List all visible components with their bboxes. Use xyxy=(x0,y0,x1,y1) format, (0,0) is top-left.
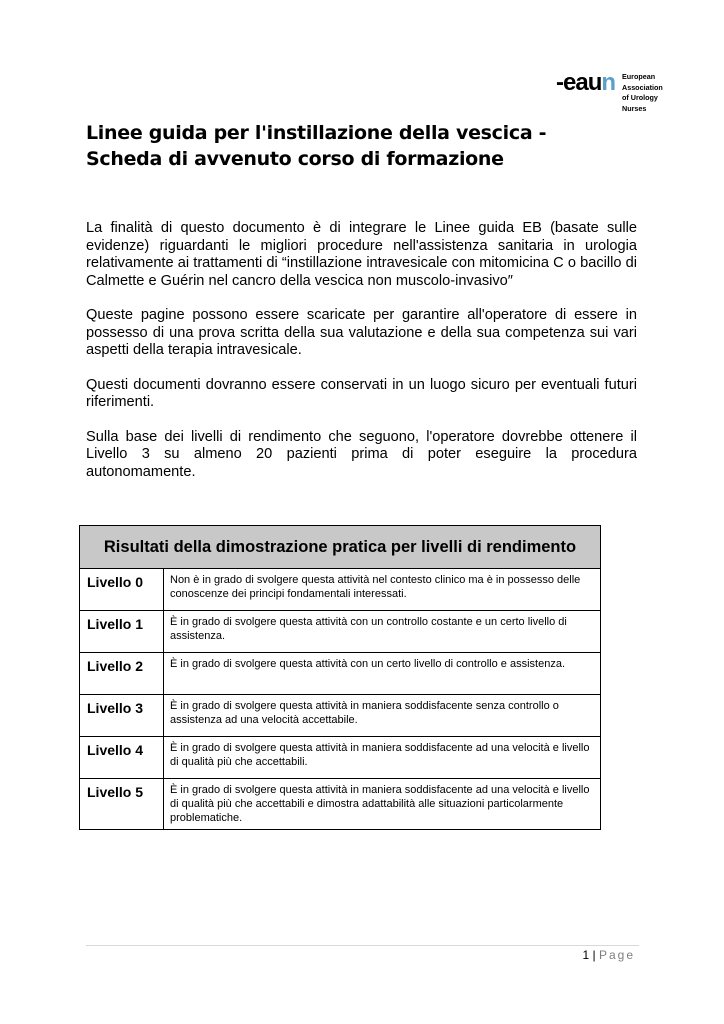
eaun-logo xyxy=(556,70,676,118)
eaun-logo-text xyxy=(622,72,663,114)
level-description: È in grado di svolgere questa attività in maniera soddisfacente ad una velocità e livello di qualità più che accettabili. xyxy=(164,737,601,779)
table-row xyxy=(80,779,601,830)
table-header: Risultati della dimostrazione pratica per livelli di rendimento xyxy=(80,526,601,569)
level-label: Livello 1 xyxy=(80,611,164,653)
level-label: Livello 4 xyxy=(80,737,164,779)
level-description: È in grado di svolgere questa attività con un controllo costante e un certo livello di assistenza. xyxy=(164,611,601,653)
logo-line: European xyxy=(622,72,656,81)
paragraph: La finalità di questo documento è di integrare le Linee guida EB (basate sulle evidenze) riguardanti le migliori procedure nell'assistenza sanitaria in urologia relativamente ai trattamenti di “instillazione intravesicale con mitomicina C o bacillo di Calmette e Guérin nel cancro della vescica non muscolo-invasivo″ xyxy=(86,220,637,289)
paragraph: Sulla base dei livelli di rendimento che seguono, l'operatore dovrebbe ottenere il Livello 3 su almeno 20 pazienti prima di poter eseguire la procedura autonomamente. xyxy=(86,428,637,480)
table-row xyxy=(80,737,601,779)
eaun-logo-mark-text: eaun xyxy=(563,69,616,96)
document-title xyxy=(86,120,646,172)
paragraph: Questi documenti dovranno essere conservati in un luogo sicuro per eventuali futuri riferimenti. xyxy=(86,376,637,410)
level-description: È in grado di svolgere questa attività in maniera soddisfacente senza controllo o assistenza ad una velocità accettabile. xyxy=(164,695,601,737)
logo-line: of Urology xyxy=(622,93,658,102)
level-description: È in grado di svolgere questa attività con un certo livello di controllo e assistenza. xyxy=(164,653,601,695)
footer-divider xyxy=(86,945,639,946)
page-label: Page xyxy=(598,948,635,962)
performance-levels-table xyxy=(79,525,601,830)
logo-line: Association xyxy=(622,82,663,92)
title-line-2: Scheda di avvenuto corso di formazione xyxy=(86,148,504,170)
eaun-logo-mark: -eaun xyxy=(556,69,616,96)
table-row xyxy=(80,653,601,695)
table-row xyxy=(80,569,601,611)
title-line-1: Linee guida per l'instillazione della vescica - xyxy=(86,122,547,144)
paragraph: Queste pagine possono essere scaricate per garantire all'operatore di essere in possesso di una prova scritta della sua valutazione e della sua competenza sui vari aspetti della terapia intravesicale. xyxy=(86,307,637,358)
table-row xyxy=(80,695,601,737)
level-label: Livello 2 xyxy=(80,653,164,695)
page-number-value: 1 xyxy=(582,948,590,962)
table-row xyxy=(80,611,601,653)
level-description: Non è in grado di svolgere questa attività nel contesto clinico ma è in possesso delle conoscenze dei principi fondamentali interessati. xyxy=(164,569,601,611)
level-label: Livello 5 xyxy=(80,779,164,830)
intro-text xyxy=(86,220,637,498)
level-label: Livello 3 xyxy=(80,695,164,737)
page-number xyxy=(540,948,635,962)
level-label: Livello 0 xyxy=(80,569,164,611)
page-separator: | xyxy=(592,948,596,962)
level-description: È in grado di svolgere questa attività in maniera soddisfacente ad una velocità e livello di qualità più che accettabili e dimostra adattabilità alle situazioni particolarmente problematiche. xyxy=(164,779,601,830)
logo-line: Nurses xyxy=(622,103,647,113)
